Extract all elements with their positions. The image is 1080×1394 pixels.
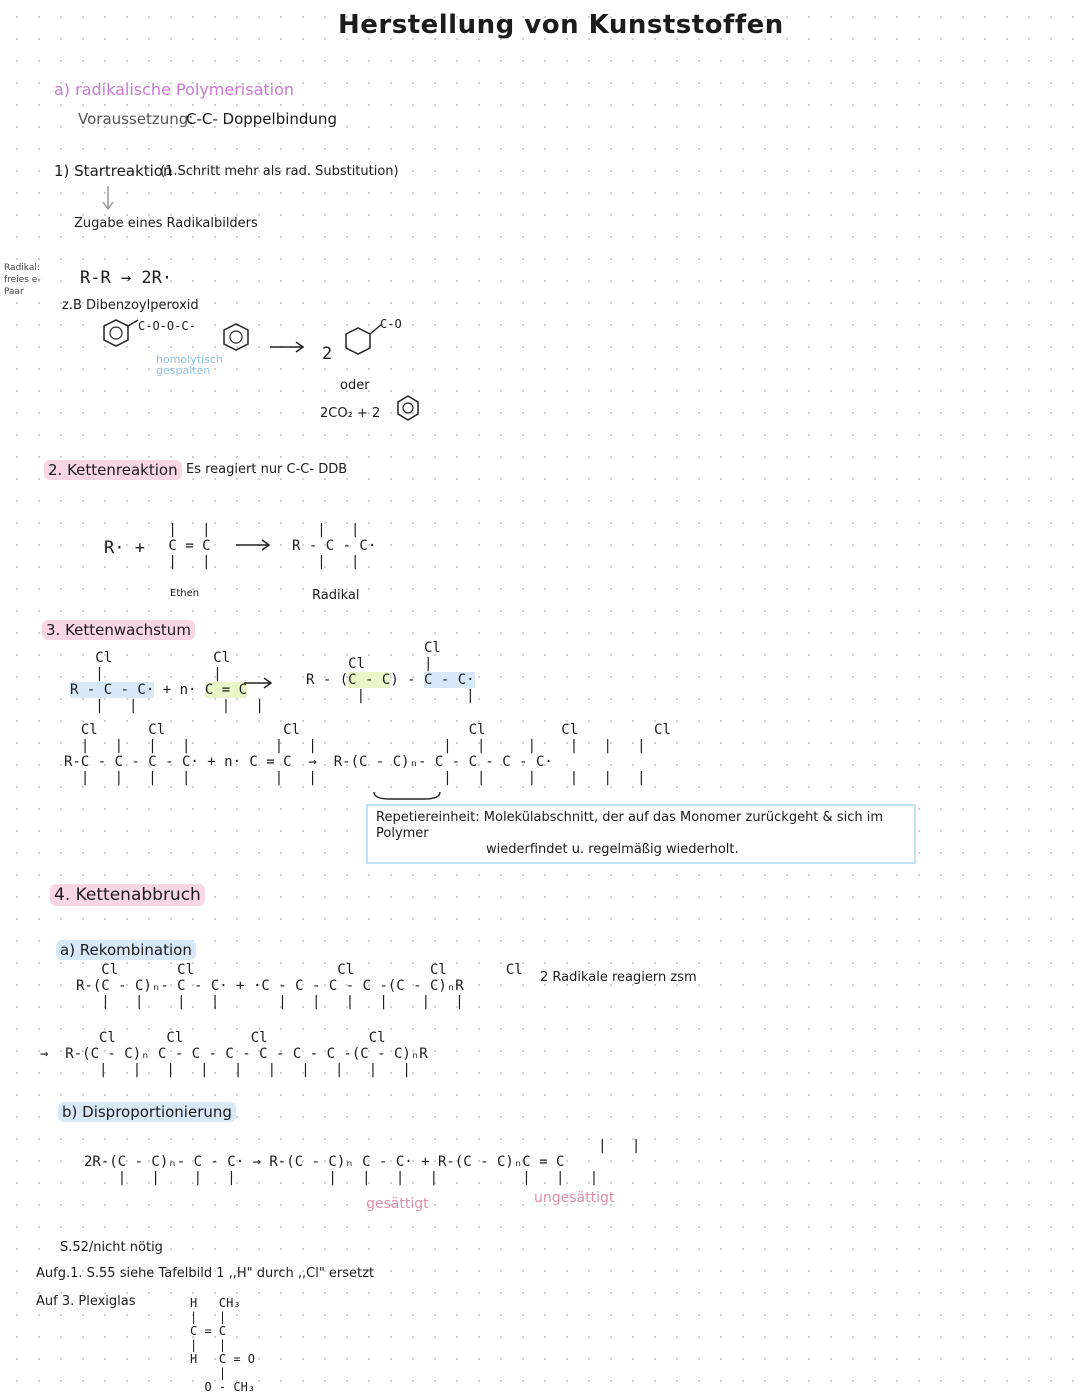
disproportionation-heading: b) Disproportionierung xyxy=(58,1102,236,1122)
repeat-unit-text-1: Molekülabschnitt, der auf das Monomer zurückgeht & sich im Polymer xyxy=(376,810,883,841)
radical-split-equation: R-R → 2R· xyxy=(80,268,173,288)
chain-growth-product: Cl Cl | R - (C - C) - C - C· | | xyxy=(306,640,475,704)
chain-growth-reactants: Cl Cl | | R - C - C· + n· C = C | | | | xyxy=(70,650,264,714)
sidenote-line-1: Radikal: xyxy=(4,263,40,273)
task-1: Aufg.1. S.55 siehe Tafelbild 1 ,,H" durch ,,Cl" ersetzt xyxy=(36,1266,375,1281)
step3-heading: 3. Kettenwachstum xyxy=(42,620,195,640)
requirement-value: C-C- Doppelbindung xyxy=(186,110,337,128)
task-note-page-52: S.52/nicht nötig xyxy=(60,1240,163,1255)
svg-text:C-O: C-O xyxy=(380,317,402,331)
homolytic-note: homolytisch gespalten xyxy=(156,353,223,377)
alt-product: 2CO₂ + 2 xyxy=(320,406,381,421)
sidenote xyxy=(4,262,41,298)
recombination-note: 2 Radikale reagiern zsm xyxy=(540,970,697,985)
sidenote-line-2: freies e- xyxy=(4,275,41,285)
repeat-unit-text-2: wiederfindet u. regelmäßig wiederholt. xyxy=(486,842,739,857)
recombination-reaction: Cl Cl Cl Cl Cl R-(C - C)ₙ- C - C· + ·C - C - C - C -(C - C)ₙR | | | | | | | | | | xyxy=(76,962,523,1010)
repeat-unit-label: Repetiereinheit: xyxy=(376,810,480,825)
reaction-arrow-icon xyxy=(270,340,306,354)
svg-text:C-O-O-C-: C-O-O-C- xyxy=(138,319,196,333)
reaction-arrow-icon xyxy=(244,676,274,690)
step2-note: Es reagiert nur C-C- DDB xyxy=(186,462,348,477)
step1-heading: 1) Startreaktion xyxy=(54,162,173,180)
radical-product-structure: | | R - C - C· | | xyxy=(292,522,377,570)
step2-reactant-radical: R· + xyxy=(104,538,145,558)
step1-addition: Zugabe eines Radikalbilders xyxy=(74,216,258,231)
plexiglas-monomer-structure: H CH₃ | | C = C | | H C = O | O - CH₃ xyxy=(190,1296,256,1394)
repeat-unit-definition-box xyxy=(366,804,916,864)
step4-heading: 4. Kettenabbruch xyxy=(50,884,205,906)
recombination-heading: a) Rekombination xyxy=(56,940,196,960)
recombination-product: Cl Cl Cl Cl → R-(C - C)ₙ C - C - C - C - C - C -(C - C)ₙR | | | | | | | | | | xyxy=(40,1030,428,1078)
benzoyloxy-radical-structure xyxy=(340,308,410,348)
reaction-arrow-icon xyxy=(236,538,272,552)
page-title: Herstellung von Kunststoffen xyxy=(338,10,784,40)
radical-label: Radikal xyxy=(312,588,360,603)
saturated-label: gesättigt xyxy=(366,1196,429,1212)
ethen-label: Ethen xyxy=(170,588,200,599)
ethen-structure: | | C = C | | xyxy=(160,522,211,570)
requirement-label: Voraussetzung: xyxy=(78,110,194,128)
or-label: oder xyxy=(340,378,370,393)
unsaturated-label: ungesättigt xyxy=(534,1190,615,1206)
repeat-unit-bracket xyxy=(372,790,442,802)
step2-heading: 2. Kettenreaktion xyxy=(44,460,182,480)
product-coefficient: 2 xyxy=(322,344,333,364)
disproportionation-reaction: | | 2R-(C - C)ₙ- C - C· → R-(C - C)ₙ C - C· + R-(C - C)ₙC = C | | | | | | | | | | | xyxy=(84,1138,641,1186)
phenyl-radical-structure xyxy=(394,394,424,424)
down-arrow-icon xyxy=(98,186,118,212)
task-3: Auf 3. Plexiglas xyxy=(36,1294,136,1309)
chain-growth-second-line: Cl Cl Cl Cl Cl Cl | | | | | | | | | | | | R-C - C - C - C· + n· C = C → R-(C - C)ₙ- C - C - C - C· | | | | | | | | | | | | xyxy=(64,722,671,786)
step1-note: (1.Schritt mehr als rad. Substitution) xyxy=(160,164,399,179)
peroxide-example: z.B Dibenzoylperoxid xyxy=(62,298,199,313)
sidenote-line-3: Paar xyxy=(4,287,24,297)
section-a-heading: a) radikalische Polymerisation xyxy=(54,80,295,99)
